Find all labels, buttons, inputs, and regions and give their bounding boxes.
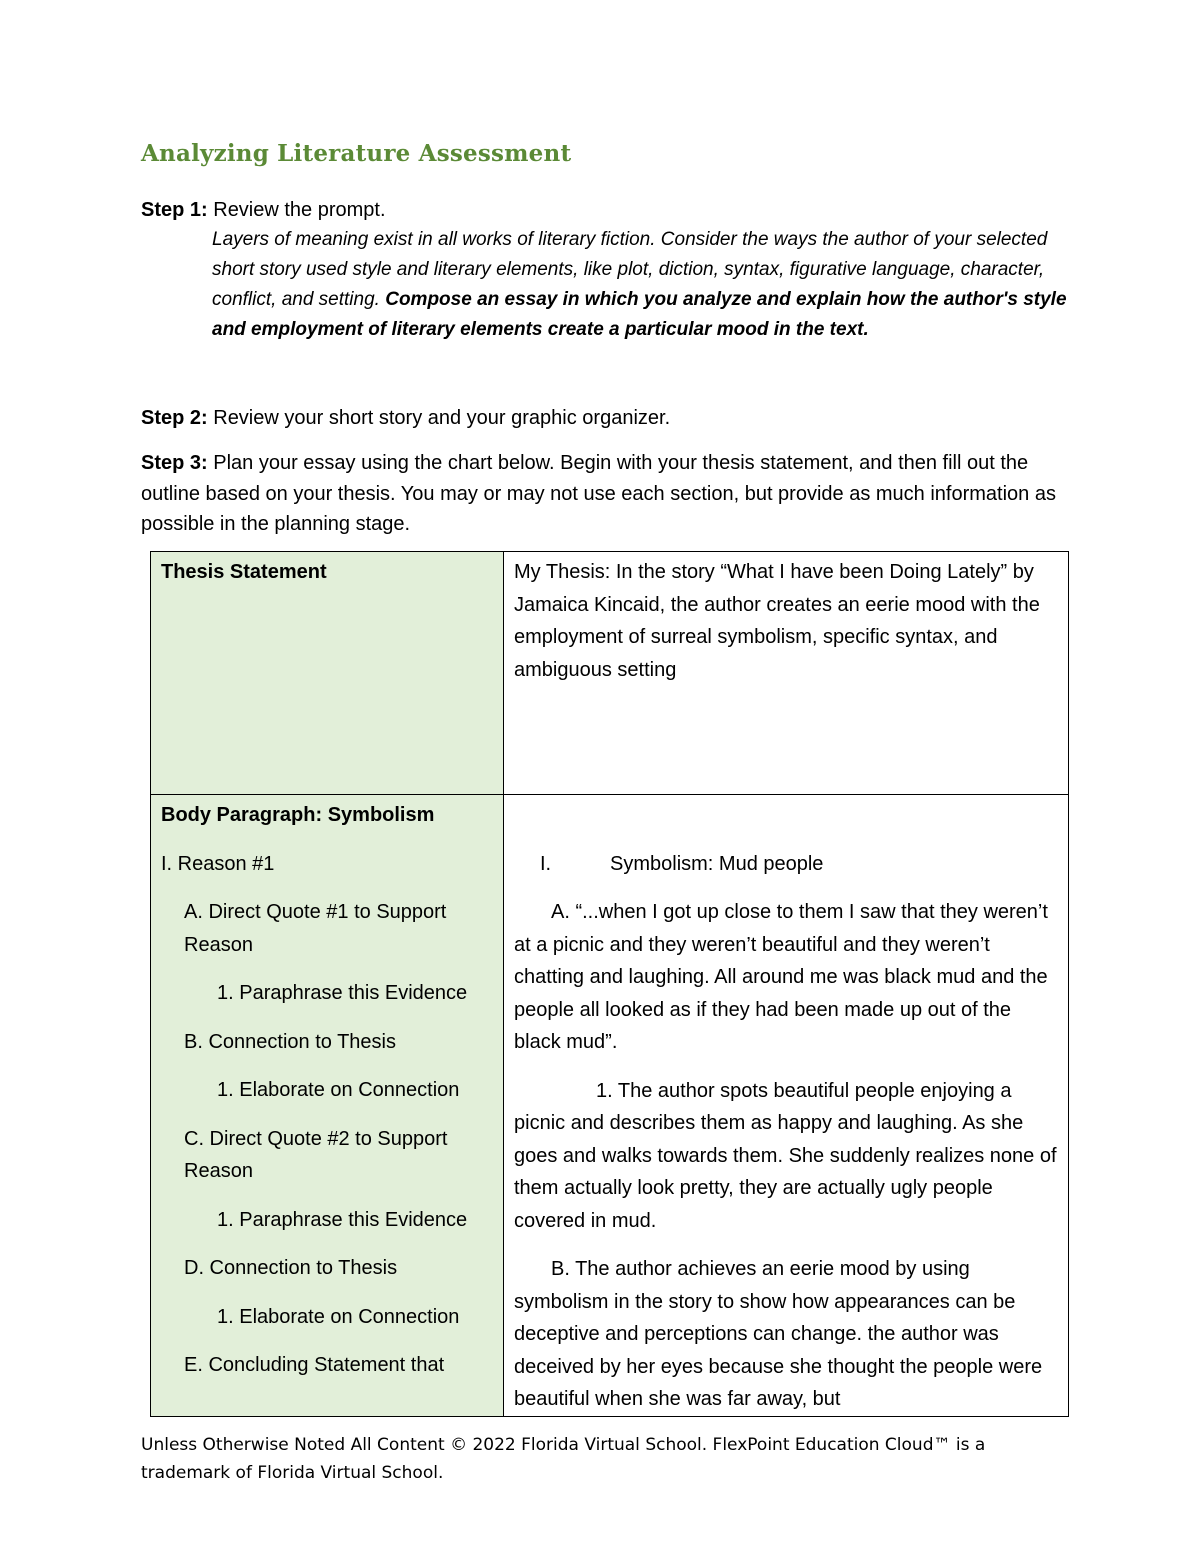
outline-item: 1. Paraphrase this Evidence xyxy=(217,982,468,1004)
copyright-footer: Unless Otherwise Noted All Content © 2022 Florida Virtual School. FlexPoint Education Cloud™ is a trademark of Florida Virtual School. xyxy=(141,1435,986,1483)
thesis-header: Thesis Statement xyxy=(161,561,327,583)
outline-item: 1. Paraphrase this Evidence xyxy=(217,1208,468,1231)
thesis-row xyxy=(151,552,1069,795)
outline-item: A. Direct Quote #1 to Support Reason xyxy=(184,901,447,956)
thesis-response-cell[interactable] xyxy=(504,552,1069,795)
roman-numeral: I. xyxy=(540,852,552,875)
step-1-text: Review the prompt. xyxy=(207,199,386,221)
outline-item: C. Direct Quote #2 to Support Reason xyxy=(184,1127,448,1182)
outline-item: D. Connection to Thesis xyxy=(184,1257,398,1279)
body-paragraph-header: Body Paragraph: Symbolism xyxy=(161,804,435,826)
step-2 xyxy=(141,403,1061,434)
thesis-label-cell xyxy=(151,552,504,795)
step-3-label: Step 3: xyxy=(141,452,208,474)
response-connection: B. The author achieves an eerie mood by using symbolism in the story to show how appearances can be deceptive and perceptions can change. the author was deceived by her eyes because she thought the people were beautiful when she was far away, but xyxy=(514,1258,1043,1410)
outline-item: B. Connection to Thesis xyxy=(184,1030,396,1053)
prompt-italic-text: Layers of meaning exist in all works of literary fiction. Consider the ways the author of your selected short story used style and literary elements, like plot, diction, syntax, figurative language, character, conflict, and setting. xyxy=(212,229,1048,310)
response-reason: I. Symbolism: Mud people xyxy=(514,848,1058,881)
outline-response-cell[interactable] xyxy=(504,795,1069,1417)
essay-prompt xyxy=(212,225,1072,345)
step-3-text: Plan your essay using the chart below. Begin with your thesis statement, and then fill out the outline based on your thesis. You may or may not use each section, but provide as much information as possible in the planning stage. xyxy=(141,452,1056,535)
step-3 xyxy=(141,448,1061,540)
outline-item: 1. Elaborate on Connection xyxy=(217,1079,460,1101)
prompt-bold-text: Compose an essay in which you analyze and explain how the author's style and employment of literary elements create a particular mood in the text. xyxy=(212,289,1067,340)
step-1-label: Step 1: xyxy=(141,199,208,221)
outline-item: I. Reason #1 xyxy=(161,852,275,875)
step-1 xyxy=(141,195,1061,226)
step-2-text: Review your short story and your graphic organizer. xyxy=(207,407,671,429)
thesis-text: My Thesis: In the story “What I have been Doing Lately” by Jamaica Kincaid, the author creates an eerie mood with the employment of surreal symbolism, specific syntax, and ambiguous setting xyxy=(514,561,1040,681)
outline-item: E. Concluding Statement that xyxy=(184,1354,445,1376)
essay-planning-chart xyxy=(150,551,1069,1417)
outline-cell xyxy=(151,795,504,1417)
body-paragraph-row xyxy=(151,795,1069,1417)
page-title: Analyzing Literature Assessment xyxy=(141,140,572,167)
step-2-label: Step 2: xyxy=(141,407,208,429)
response-paraphrase: 1. The author spots beautiful people enjoying a picnic and describes them as happy and laughing. As she goes and walks towards them. She suddenly realizes none of them actually look pretty, they are actually ugly people covered in mud. xyxy=(514,1079,1057,1232)
response-quote: A. “...when I got up close to them I saw that they weren’t at a picnic and they weren’t beautiful and they weren’t chatting and laughing. All around me was black mud and the people all looked as if they had been made up out of the black mud”. xyxy=(514,901,1048,1053)
outline-item: 1. Elaborate on Connection xyxy=(217,1305,460,1328)
